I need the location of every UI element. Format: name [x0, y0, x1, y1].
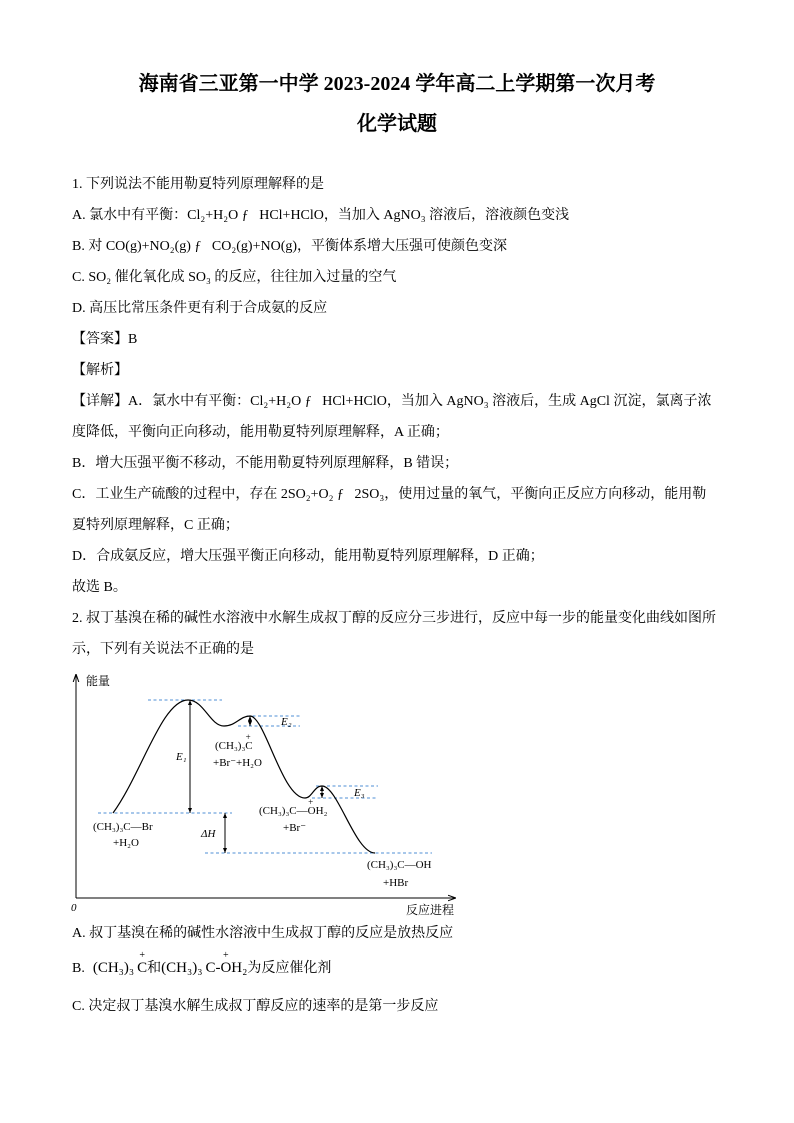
- intermediate-2-formula-part: (CH₃)₃C—: [259, 805, 308, 817]
- intermediate-2-formula-part: H₂: [315, 805, 328, 817]
- option-letter: B.: [72, 961, 85, 976]
- intermediate-2-coproducts: +Br⁻: [283, 822, 307, 834]
- energy-axis-label: 能量: [86, 674, 111, 688]
- intermediate-1-formula: [215, 732, 253, 752]
- question-content: [72, 169, 722, 665]
- q1-explanation-line: 夏特列原理解释，C 正确；: [72, 518, 239, 533]
- reactant-water: +H₂O: [113, 837, 139, 849]
- q1-explanation-line: D．合成氨反应，增大压强平衡正向移动，能用勒夏特列原理解释，D 正确；: [72, 549, 544, 564]
- reactant-formula: (CH₃)₃C—Br: [93, 821, 153, 833]
- intermediate-2-formula: [259, 797, 328, 817]
- q1-option-d: D. 高压比常压条件更有利于合成氨的反应: [72, 301, 328, 316]
- exam-subtitle: 化学试题: [357, 113, 437, 135]
- q1-explanation-line: C．工业生产硫酸的过程中，存在 2SO₂+O₂ ƒ 2SO₃，使用过量的氧气，平衡向正反应方向移动，能用勒: [72, 487, 707, 502]
- q1-stem: 1. 下列说法不能用勒夏特列原理解释的是: [72, 177, 324, 192]
- intermediate-1-charge: +: [245, 732, 251, 742]
- charged-carbon: [137, 950, 148, 977]
- origin-label: 0: [71, 902, 77, 914]
- q1-option-a: A. 氯水中有平衡：Cl₂+H₂O ƒ HCl+HClO，当加入 AgNO₃ 溶液后，溶液颜色变浅: [72, 208, 570, 223]
- q2-option-a: A. 叔丁基溴在稀的碱性水溶液中生成叔丁醇的反应是放热反应: [72, 926, 454, 941]
- q2-stem-line: 示，下列有关说法不正确的是: [72, 642, 254, 657]
- intermediate-1-coproducts: +Br⁻+H₂O: [213, 757, 262, 769]
- intermediate-1-formula-text: (CH₃)₃C: [215, 740, 253, 752]
- delta-h-label: ΔH: [201, 828, 216, 840]
- product-hbr: +HBr: [383, 877, 409, 889]
- exam-title: 海南省三亚第一中学 2023-2024 学年高二上学期第一次月考: [138, 73, 656, 95]
- intermediate-2-oxygen: O: [307, 805, 316, 817]
- q2-option-b: [72, 950, 722, 986]
- charge-sign: +: [139, 950, 145, 961]
- formula-part: (CH₃)₃: [161, 960, 203, 976]
- energy-profile-diagram: [60, 668, 480, 922]
- q2-stem-line: 2. 叔丁基溴在稀的碱性水溶液中水解生成叔丁醇的反应分三步进行，反应中每一步的能量变化曲线如图所: [72, 611, 716, 626]
- intermediate-2-charge: +: [308, 797, 314, 807]
- e3-label: E₃: [354, 787, 365, 799]
- option-text: 为反应催化剂: [247, 961, 332, 976]
- q1-analysis-heading: 【解析】: [72, 363, 128, 378]
- e1-label: E₁: [176, 751, 187, 763]
- q1-explanation-line: B．增大压强平衡不移动，不能用勒夏特列原理解释，B 错误；: [72, 456, 459, 471]
- q1-explanation-line: 故选 B。: [72, 580, 127, 595]
- e2-label: E₂: [281, 716, 292, 728]
- q2-option-c: C. 决定叔丁基溴水解生成叔丁醇反应的速率的是第一步反应: [72, 999, 439, 1014]
- q1-option-c: C. SO₂ 催化氧化成 SO₃ 的反应，往往加入过量的空气: [72, 270, 397, 285]
- atom-symbol: C: [137, 960, 148, 976]
- atom-symbol: O: [220, 960, 232, 976]
- option-text: 和: [147, 961, 162, 976]
- product-formula: (CH₃)₃C—OH: [367, 859, 432, 871]
- formula-part: (CH₃)₃: [92, 960, 135, 976]
- charged-oxygen: [220, 950, 232, 977]
- q1-explanation-line: 度降低，平衡向正向移动，能用勒夏特列原理解释，A 正确；: [72, 425, 449, 440]
- formula-part: H₂: [231, 960, 248, 976]
- q1-answer: 【答案】B: [72, 332, 138, 347]
- q1-option-b: B. 对 CO(g)+NO₂(g) ƒ CO₂(g)+NO(g)，平衡体系增大压强可使颜色变深: [72, 239, 508, 254]
- formula-part: C-: [205, 960, 221, 976]
- charge-sign: +: [223, 950, 229, 961]
- q1-explanation-line: 【详解】A．氯水中有平衡：Cl₂+H₂O ƒ HCl+HClO，当加入 AgNO₃ 溶液后，生成 AgCl 沉淀，氯离子浓: [72, 394, 712, 409]
- reaction-progress-axis-label: 反应进程: [406, 903, 455, 917]
